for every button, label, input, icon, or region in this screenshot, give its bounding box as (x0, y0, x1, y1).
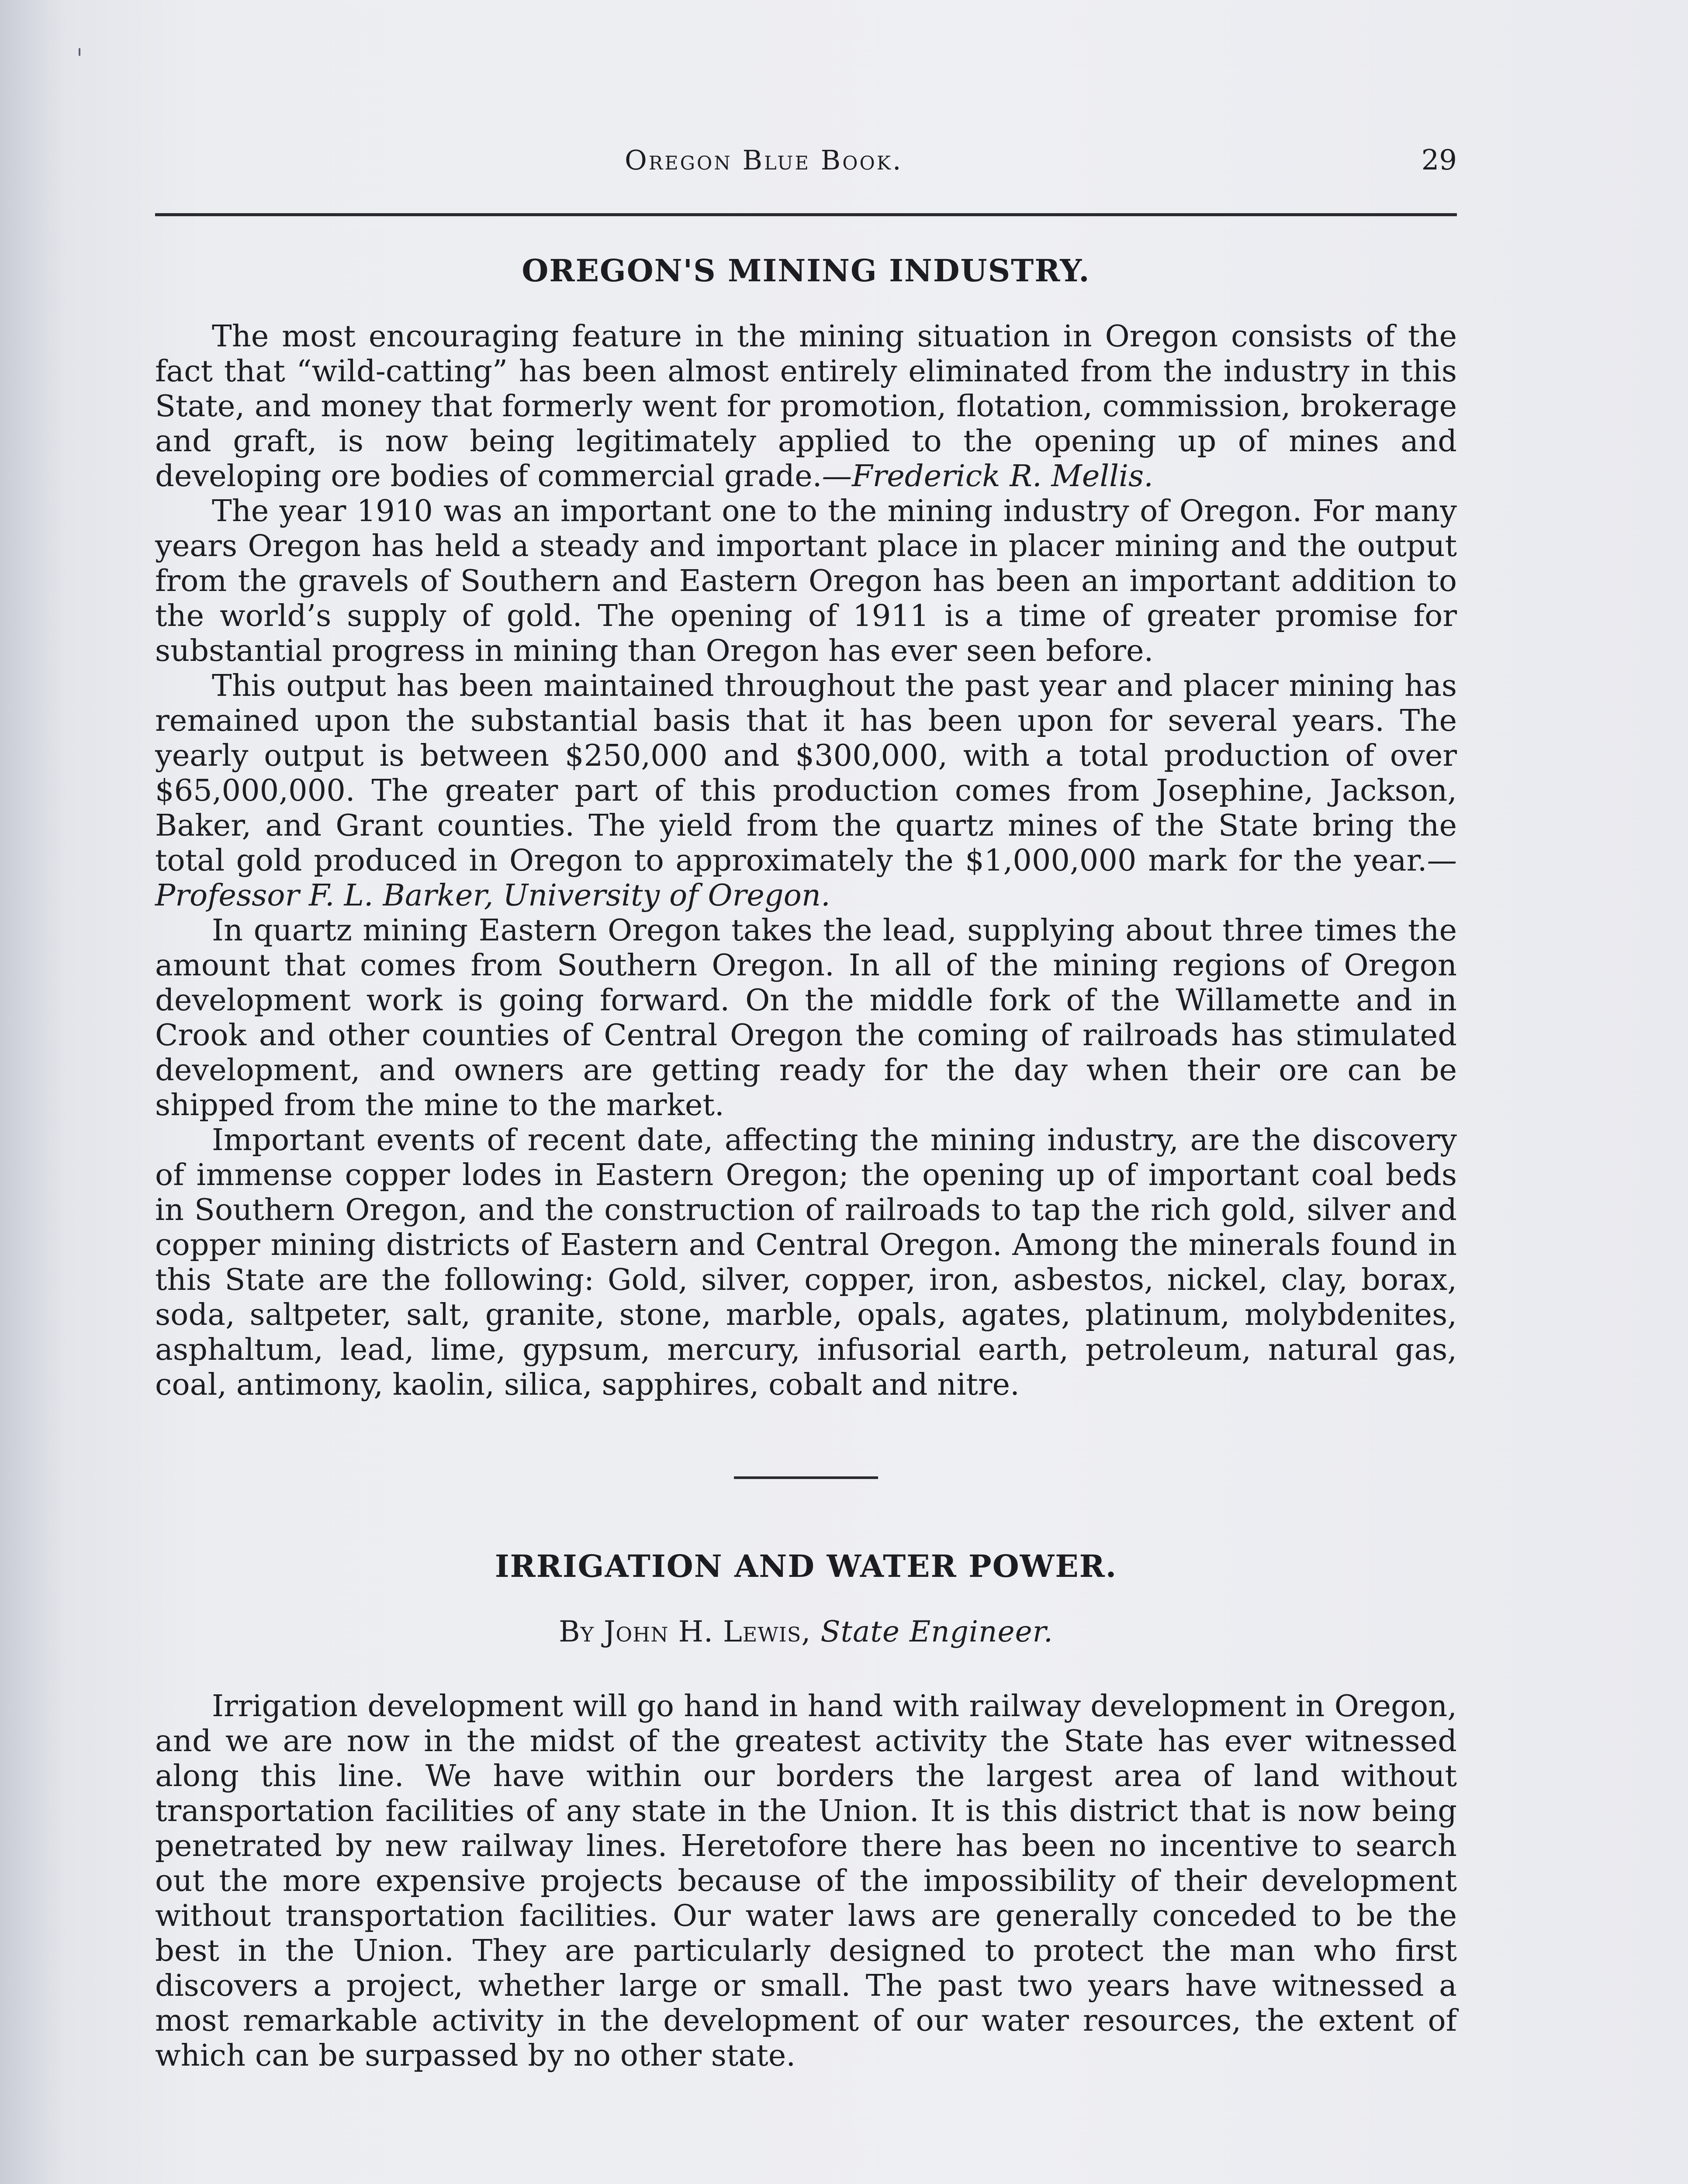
mining-paragraph-4: In quartz mining Eastern Oregon takes the lead, supplying about three times the amount that comes from Southern Oregon. In all of the mining regions of Oregon development work is going forward. On the middle fork of the Willamette and in Crook and other counties of Central Oregon the coming of railroads has stimulated development, and owners are getting ready for the day when their ore can be shipped from the mine to the market. (155, 913, 1457, 1123)
byline-role: State Engineer. (820, 1615, 1053, 1648)
mining-paragraph-3-text: This output has been maintained throughout the past year and placer mining has remained upon the substantial basis that it has been upon for several years. The yearly output is between $250,000 and $300,000, with a total production of over $65,000,000. The greater part of this production comes from Josephine, Jackson, Baker, and Grant counties. The yield from the quartz mines of the State bring the total gold produced in Oregon to approximately the $1,000,000 mark for the year. (155, 668, 1457, 878)
paper-speck (79, 48, 80, 56)
page-content (155, 245, 1457, 2073)
mining-paragraph-3 (155, 668, 1457, 913)
irrigation-byline (155, 1614, 1457, 1649)
mining-section-title: OREGON'S MINING INDUSTRY. (522, 252, 1090, 289)
mining-paragraph-1-text: The most encouraging feature in the mining situation in Oregon consists of the fact that “wild-catting” has been almost entirely eliminated from the industry in this State, and money that formerly went for promotion, flotation, commission, brokerage and graft, is now being legitimately applied to the opening up of mines and developing ore bodies of commercial grade. (155, 319, 1457, 494)
mining-paragraph-3-citation: —Professor F. L. Barker, University of Oregon. (155, 843, 1457, 913)
mining-paragraph-1-citation: —Frederick R. Mellis. (822, 459, 1153, 494)
mining-paragraph-5: Important events of recent date, affecting the mining industry, are the discovery of immense copper lodes in Eastern Oregon; the opening up of important coal beds in Southern Oregon, and the construction of railroads to tap the rich gold, silver and copper mining districts of Eastern and Central Oregon. Among the minerals found in this State are the following: Gold, silver, copper, iron, asbestos, nickel, clay, borax, soda, saltpeter, salt, granite, stone, marble, opals, agates, platinum, molybdenites, asphaltum, lead, lime, gypsum, mercury, infusorial earth, petroleum, natural gas, coal, antimony, kaolin, silica, sapphires, cobalt and nitre. (155, 1123, 1457, 1402)
mining-paragraph-1 (155, 319, 1457, 494)
running-title: Oregon Blue Book. (625, 144, 903, 176)
header-rule (155, 213, 1457, 216)
irrigation-section-title: IRRIGATION AND WATER POWER. (495, 1548, 1117, 1584)
irrigation-section (155, 1549, 1457, 2073)
byline-author: By John H. Lewis, (559, 1615, 811, 1648)
page-header (155, 144, 1457, 192)
irrigation-paragraph-1: Irrigation development will go hand in hand with railway development in Oregon, and we are now in the midst of the greatest activity the State has ever witnessed along this line. We have within our borders the largest area of land without transportation facilities of any state in the Union. It is this district that is now being penetrated by new railway lines. Heretofore there has been no incentive to search out the more expensive projects because of the impossibility of their development without transportation facilities. Our water laws are generally conceded to be the best in the Union. They are particularly designed to protect the man who first discovers a project, whether large or small. The past two years have witnessed a most remarkable activity in the development of our water resources, the extent of which can be surpassed by no other state. (155, 1689, 1457, 2073)
mining-paragraph-2: The year 1910 was an important one to the mining industry of Oregon. For many years Oregon has held a steady and important place in placer mining and the output from the gravels of Southern and Eastern Oregon has been an important addition to the world’s supply of gold. The opening of 1911 is a time of greater promise for substantial progress in mining than Oregon has ever seen before. (155, 494, 1457, 668)
page-number: 29 (1421, 144, 1457, 176)
section-divider (734, 1476, 878, 1479)
page-spine-shadow (0, 0, 66, 2184)
mining-section (155, 253, 1457, 1402)
